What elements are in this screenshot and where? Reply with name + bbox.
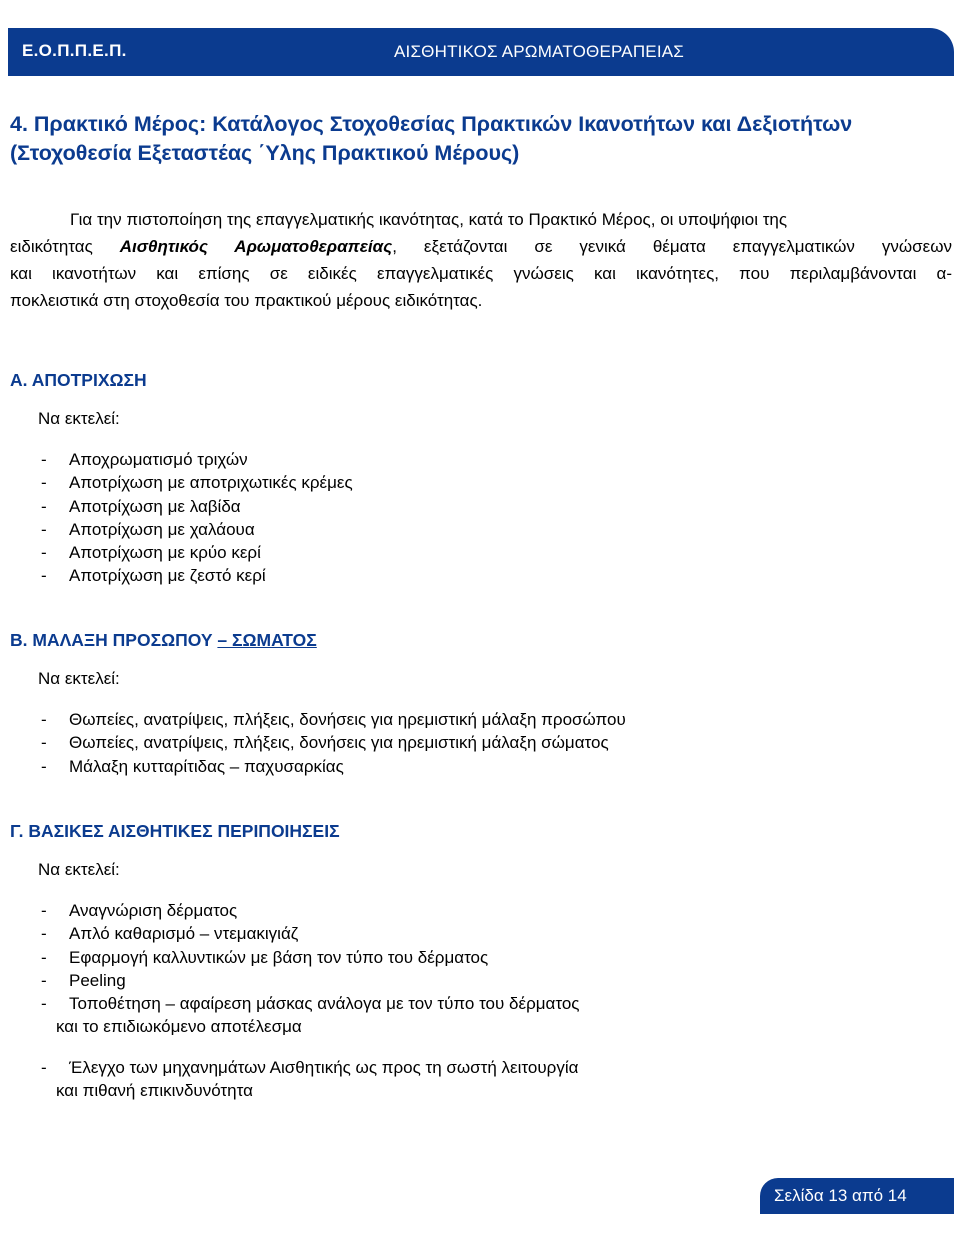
bullet-dash: -	[41, 450, 47, 469]
intro-line-2	[10, 233, 952, 260]
bullet-dash: -	[41, 566, 47, 586]
list-item-continuation: και πιθανή επικινδυνότητα	[56, 1081, 253, 1101]
list-item-text: Εφαρμογή καλλυντικών με βάση τον τύπο του δέρματος	[69, 947, 489, 967]
list-item-text: Peeling	[69, 970, 126, 990]
list-item-text: Απλό καθαρισμό – ντεμακιγιάζ	[69, 924, 299, 944]
page-header	[8, 28, 954, 76]
section-c-heading: Γ. ΒΑΣΙΚΕΣ ΑΙΣΘΗΤΙΚΕΣ ΠΕΡΙΠΟΙΗΣΕΙΣ	[10, 821, 340, 841]
list-item	[10, 755, 626, 778]
bullet-dash: -	[41, 901, 47, 920]
intro-line-1: Για την πιστοποίηση της επαγγελματικής ικανότητας, κατά το Πρακτικό Μέρος, οι υποψήφιοι της	[70, 210, 788, 229]
list-item	[10, 518, 353, 541]
bullet-dash: -	[41, 994, 47, 1014]
list-item-text: Τοποθέτηση – αφαίρεση μάσκας ανάλογα με τον τύπο του δέρματος	[69, 994, 580, 1014]
bullet-dash: -	[41, 970, 47, 990]
list-item	[10, 899, 580, 922]
page-number: Σελίδα 13 από 14	[774, 1186, 907, 1205]
list-item	[10, 471, 353, 494]
title-line-1: 4. Πρακτικό Μέρος: Κατάλογος Στοχοθεσίας Πρακτικών Ικανοτήτων και Δεξιοτήτων	[10, 112, 853, 136]
list-item	[10, 448, 353, 471]
section-a-label: Να εκτελεί:	[38, 409, 120, 428]
header-specialty-title: ΑΙΣΘΗΤΙΚΟΣ ΑΡΩΜΑΤΟΘΕΡΑΠΕΙΑΣ	[394, 42, 685, 61]
list-item-text: Μάλαξη κυτταρίτιδας – παχυσαρκίας	[69, 756, 344, 776]
list-item	[10, 731, 626, 754]
section-b-list	[10, 708, 626, 778]
list-item	[10, 541, 353, 564]
list-item	[10, 992, 580, 1015]
list-item-text: Αποτρίχωση με χαλάουα	[69, 519, 255, 539]
section-b	[10, 629, 626, 778]
list-item	[10, 946, 580, 969]
list-item	[10, 495, 353, 518]
section-b-heading	[10, 629, 626, 651]
bullet-dash: -	[41, 756, 47, 776]
intro-line-4: ποκλειστικά στη στοχοθεσία του πρακτικού μέρους ειδικότητας.	[10, 291, 483, 310]
list-item-text: Αποτρίχωση με ζεστό κερί	[69, 566, 266, 586]
list-item-text: Θωπείες, ανατρίψεις, πλήξεις, δονήσεις για ηρεμιστική μάλαξη προσώπου	[69, 710, 626, 729]
list-item-text: Έλεγχο των μηχανημάτων Αισθητικής ως προς τη σωστή λειτουργία	[69, 1057, 579, 1077]
bullet-dash: -	[41, 519, 47, 539]
intro-line-2-start: ειδικότητας	[10, 237, 120, 256]
bullet-dash: -	[41, 710, 47, 729]
section-a-list	[10, 448, 353, 588]
intro-paragraph	[10, 206, 952, 314]
section-b-label: Να εκτελεί:	[38, 669, 120, 688]
list-item-text: Αποτρίχωση με λαβίδα	[69, 496, 241, 516]
list-item-text: Αναγνώριση δέρματος	[69, 901, 238, 920]
list-item	[10, 922, 580, 945]
list-item	[10, 564, 353, 587]
list-item-text: Αποχρωματισμό τριχών	[69, 450, 248, 469]
bullet-dash: -	[41, 496, 47, 516]
bullet-dash: -	[41, 1057, 47, 1077]
section-b-heading-underlined: – ΣΩΜΑΤΟΣ	[217, 630, 317, 650]
section-b-heading-start: Β. ΜΑΛΑΞΗ ΠΡΟΣΩΠΟΥ	[10, 630, 218, 650]
list-item-text: Θωπείες, ανατρίψεις, πλήξεις, δονήσεις για ηρεμιστική μάλαξη σώματος	[69, 733, 609, 753]
bullet-dash: -	[41, 733, 47, 753]
page-footer	[760, 1178, 954, 1214]
section-a	[10, 369, 353, 588]
list-item-text: Αποτρίχωση με κρύο κερί	[69, 543, 261, 563]
section-c	[10, 820, 580, 1102]
intro-line-2-end: , εξετάζονται σε γενικά θέματα επαγγελματικών γνώσεων	[392, 237, 952, 256]
list-item	[10, 969, 580, 992]
section-c-list	[10, 899, 580, 1015]
header-organization: Ε.Ο.Π.Π.Ε.Π.	[22, 41, 127, 60]
intro-line-3: και ικανοτήτων και επίσης σε ειδικές επαγγελματικές γνώσεις και ικανότητες, που περιλαμβάνονται α-	[10, 264, 952, 283]
section-title	[10, 110, 950, 168]
title-line-2: (Στοχοθεσία Εξεταστέας ΄Υλης Πρακτικού Μέρους)	[10, 141, 520, 165]
list-item	[10, 708, 626, 731]
list-item	[10, 1056, 580, 1079]
bullet-dash: -	[41, 947, 47, 967]
bullet-dash: -	[41, 543, 47, 563]
bullet-dash: -	[41, 473, 47, 493]
list-item-continuation: και το επιδιωκόμενο αποτέλεσμα	[56, 1017, 302, 1037]
bullet-dash: -	[41, 924, 47, 944]
specialty-name-emphasis: Αισθητικός Αρωματοθεραπείας	[119, 237, 393, 256]
section-c-label: Να εκτελεί:	[38, 860, 120, 879]
list-item-text: Αποτρίχωση με αποτριχωτικές κρέμες	[69, 473, 353, 493]
section-a-heading: Α. ΑΠΟΤΡΙΧΩΣΗ	[10, 370, 147, 390]
